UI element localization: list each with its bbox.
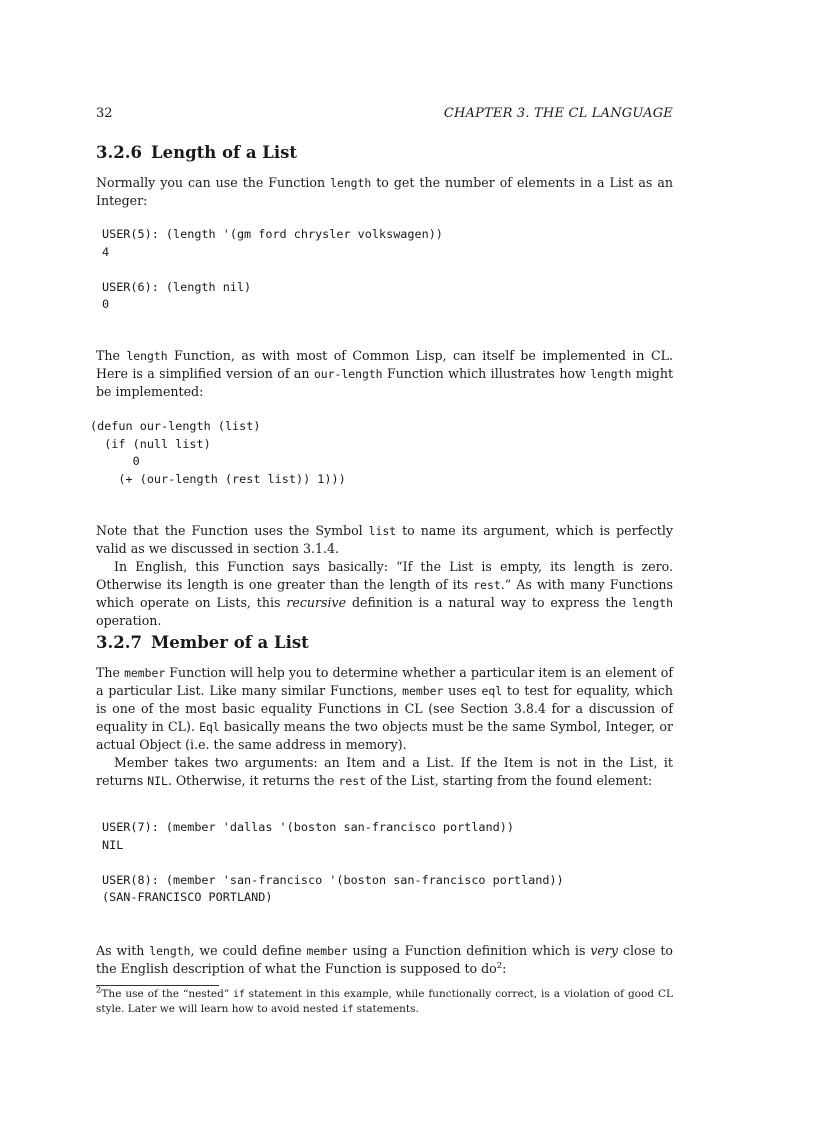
- footnote-marker: 2: [496, 960, 503, 971]
- paragraph: The length Function, as with most of Common Lisp, can itself be implemented in CL. Here is a simplified version of an our-length Function which illustrates how length might be implemented:: [96, 348, 673, 399]
- section-title: Member of a List: [151, 633, 309, 652]
- paragraph: The member Function will help you to determine whether a particular item is an element of a particular List. Like many similar Functions, member uses eql to test for equality, which is one of the most basic equality Functions in CL (see Section 3.8.4 for a discussion of equality in CL). Eql basically means the two objects must be the same Symbol, Integer, or actual Object (i.e. the same address in memory). Member takes two arguments: an Item and a List. If the Item is not in the List, it returns NIL. Otherwise, it returns the rest of the List, starting from the found element:: [96, 665, 674, 788]
- section-number: 3.2.7: [96, 633, 142, 652]
- paragraph: As with length, we could define member using a Function definition which is very close to the English description of what the Function is supposed to $do^2$:: [96, 943, 673, 976]
- paragraph: Note that the Function uses the Symbol list to name its argument, which is perfectly valid as we discussed in section 3.1.4. In English, this Function says basically: “If the List is empty, its length is zero. Otherwise its length is one greater than the length of its rest.” As with many Functions which operate on Lists, this recursive definition is a natural way to express the length operation.: [96, 523, 673, 628]
- paragraph: Normally you can use the Function length to get the number of elements in a List as an Integer:: [96, 175, 673, 208]
- footnote-number: 2: [96, 985, 102, 996]
- code-block-member-example: USER(7): (member 'dallas '(boston san-francisco portland)) NIL USER(8): (member 'san-francisco '(boston san-francisco portland)) (SAN-FRANCISCO PORTLAND): [102, 820, 564, 904]
- footnote-rule: [96, 985, 219, 986]
- section-number: 3.2.6: [96, 143, 142, 162]
- section-heading-member: [96, 634, 309, 652]
- code-block-length-example: USER(5): (length '(gm ford chrysler volkswagen)) 4 USER(6): (length nil) 0: [102, 227, 443, 311]
- footnote: $^2$The use of the “nested” if statement in this example, while functionally correct, is a violation of good CL style. Later we will learn how to avoid nested if statements.: [96, 985, 673, 1015]
- running-header: CHAPTER 3. THE CL LANGUAGE: [443, 106, 673, 121]
- code-block-our-length: (defun our-length (list) (if (null list) 0 (+ (our-length (rest list)) 1))): [90, 419, 346, 486]
- section-heading-length: [96, 144, 297, 162]
- section-title: Length of a List: [151, 143, 298, 162]
- page-number: 32: [96, 106, 113, 121]
